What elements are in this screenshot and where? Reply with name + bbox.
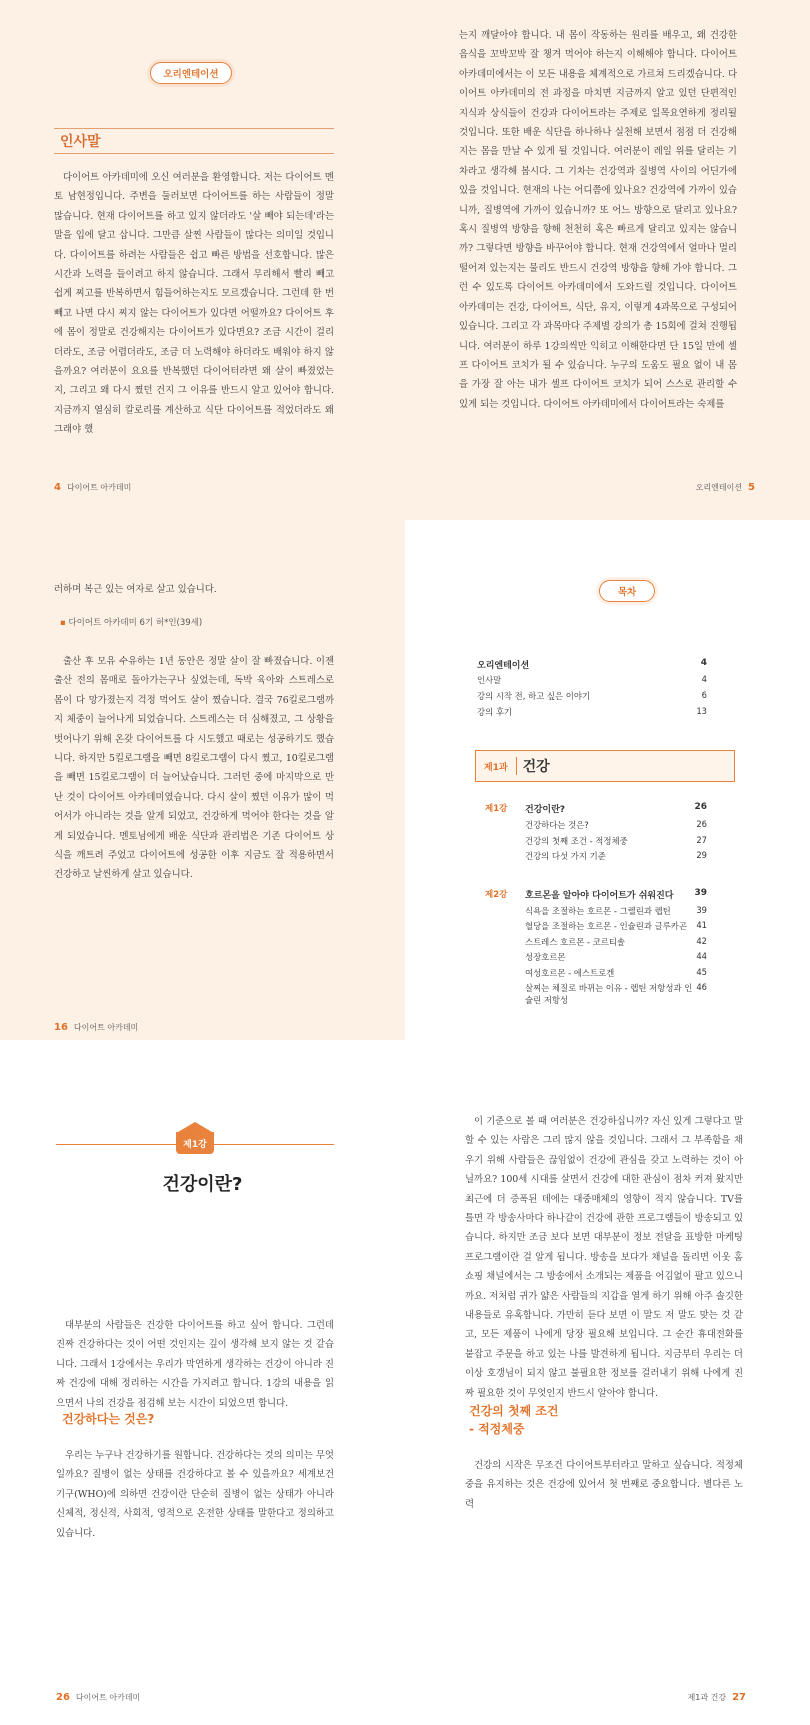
testimonial-byline: ▪ 다이어트 아카데미 6기 허*인(39세) bbox=[60, 618, 203, 628]
toc-row-label: 오리엔테이션 bbox=[477, 661, 530, 671]
toc-chapter-title-label: 건강이란? bbox=[525, 805, 565, 815]
folio: 제1과 건강 27 bbox=[687, 1692, 746, 1703]
section-pill: 오리엔테이션 bbox=[150, 62, 232, 84]
toc-item-label: 여성호르몬 - 에스트로겐 bbox=[525, 967, 615, 978]
chapter-title: 건강이란? bbox=[162, 1174, 243, 1195]
toc-row-page: 6 bbox=[701, 690, 707, 700]
toc-item[interactable] bbox=[525, 951, 707, 963]
chapter-badge-label: 제1강 bbox=[183, 1139, 207, 1150]
body-text: 출산 후 모유 수유하는 1년 동안은 정말 살이 잘 빠졌습니다. 이젠 출산 전의 몸매로 돌아가는구나 싶었는데, 독박 육아와 스트레스로 몸이 다 망가졌는지 걱정 먹어도 살이 쪘습니다. 결국 76킬로그램까지 체중이 늘어나게 되었습니다. 스트레스는 더 심해졌고, 그 상황을 벗어나기 위해 온갖 다이어트를 다 시도했고 때로는 성공하기도 했습니다. 하지만 5킬로그램을 빼면 8킬로그램이 다시 쪘고, 10킬로그램을 빼면 15킬로그램이 더 늘어났습니다. 그러던 중에 마지막으로 만난 것이 다이어트 아카데미였습니다. 다시 살이 쪘던 이유가 많이 먹어서가 아니라는 것을 알게 되었고, 건강하게 먹어야 한다는 것을 알게 되었습니다. 멘토님에게 배운 식단과 관리법은 기존 다이어트 상식을 깨트려 주었고 다이어트에 성공한 이후 지금도 잘 적용하면서 건강하고 날씬하게 살고 있습니다. bbox=[54, 656, 334, 881]
toc-item-label: 식욕을 조절하는 호르몬 - 그렐린과 렙틴 bbox=[525, 905, 671, 916]
toc-item-label: 스트레스 호르몬 - 코르티솔 bbox=[525, 936, 626, 947]
body-text-2: 건강의 시작은 무조건 다이어트부터라고 말하고 싶습니다. 적정체중을 유지하는 것은 건강에 있어서 첫 번째로 중요합니다. 별다른 노력 bbox=[465, 1460, 743, 1510]
page-26 bbox=[0, 1040, 405, 1725]
toc-row-page: 4 bbox=[701, 674, 707, 684]
toc-chapter-title-label: 호르몬을 알아야 다이어트가 쉬워진다 bbox=[525, 890, 674, 901]
toc-item[interactable] bbox=[525, 967, 707, 979]
toc-item-page: 29 bbox=[696, 850, 707, 860]
toc-item-label: 건강하다는 것은? bbox=[525, 820, 589, 830]
subheading-line-1: 건강의 첫째 조건 bbox=[469, 1404, 559, 1418]
toc-chapter-page: 39 bbox=[694, 887, 707, 898]
toc-row-label: 인사말 bbox=[477, 675, 502, 685]
toc-chapter-tag: 제2강 bbox=[485, 889, 508, 900]
toc-row[interactable] bbox=[477, 706, 707, 718]
chapter-badge bbox=[174, 1122, 216, 1162]
toc-item[interactable] bbox=[525, 850, 707, 862]
toc-item[interactable] bbox=[525, 920, 707, 932]
page-5 bbox=[405, 0, 810, 520]
section-title: 인사말 bbox=[54, 128, 334, 154]
toc-item-label: 성장호르몬 bbox=[525, 952, 566, 962]
toc-row-label: 강의 후기 bbox=[477, 707, 513, 717]
body-text: 다이어트 아카데미에 오신 여러분을 환영합니다. 저는 다이어트 멘토 남현정입니다. 주변을 둘러보면 다이어트를 하는 사람들이 정말 많습니다. 현재 다이어트를 하고 있지 않더라도 '살 빼야 되는데'라는 말을 입에 달고 삽니다. 그만큼 살찐 사람들이 많다는 의미일 것입니다. 다이어트를 하려는 사람들은 쉽고 빠른 방법을 선호합니다. 많은 시간과 노력을 들이려고 하지 않습니다. 그래서 무리해서 빨리 빼고 쉽게 찌고를 반복하면서 힘들어하는지도 모르겠습니다. 그런데 한 번 빼고 나면 다시 찌지 않는 다이어트가 있다면 어떨까요? 다이어트 후에 몸이 정말로 건강해지는 다이어트가 있다면요? 조금 시간이 걸리더라도, 조금 어렵더라도, 조금 더 노력해야 하더라도 배워야 하지 않을까요? 여러분이 요요를 반복했던 다이어터라면 왜 살이 빠졌었는지, 그리고 왜 다시 쪘던 건지 그 이유를 반드시 알고 있어야 합니다. 지금까지 열심히 칼로리를 계산하고 식단 다이어트를 적었더라도 왜 그래야 했 bbox=[54, 172, 334, 436]
graduation-cap-icon bbox=[178, 1122, 212, 1132]
toc-row[interactable] bbox=[477, 658, 707, 671]
folio: 4 다이어트 아카데미 bbox=[54, 482, 132, 493]
page-27 bbox=[405, 1040, 810, 1725]
part-header bbox=[475, 750, 735, 782]
star-icon: ▪ bbox=[60, 618, 66, 628]
toc-item-label: 건강의 다섯 가지 기준 bbox=[525, 851, 606, 861]
toc-item-page: 45 bbox=[696, 966, 707, 977]
toc-item-page: 26 bbox=[696, 819, 707, 829]
folio: 26 다이어트 아카데미 bbox=[56, 1692, 141, 1703]
toc-row-page: 4 bbox=[700, 658, 707, 668]
toc-chapter-page: 26 bbox=[694, 802, 707, 812]
toc-pill: 목차 bbox=[599, 580, 655, 602]
toc-row-page: 13 bbox=[696, 706, 707, 716]
toc-item-page: 27 bbox=[696, 834, 707, 845]
toc-item-page: 44 bbox=[696, 951, 707, 961]
toc-item-page: 39 bbox=[696, 904, 707, 915]
toc-chapter-title[interactable] bbox=[525, 802, 707, 815]
toc-row-label: 강의 시작 전, 하고 싶은 이야기 bbox=[477, 691, 591, 701]
toc-item[interactable] bbox=[525, 835, 707, 847]
intro-text: 대부분의 사람들은 건강한 다이어트를 하고 싶어 합니다. 그런데 진짜 건강하다는 것이 어떤 것인지는 깊이 생각해 보지 않는 것 같습니다. 그래서 1강에서는 우리가 막연하게 생각하는 건강이 아니라 진짜 건강에 대해 정리하는 시간을 가지려고 합니다. 1강의 내용을 읽으면서 나의 건강을 점검해 보는 시간이 되었으면 합니다. bbox=[56, 1320, 334, 1409]
subheading: 건강하다는 것은? bbox=[62, 1412, 155, 1426]
toc-item[interactable] bbox=[525, 936, 707, 948]
body-text: 우리는 누구나 건강하기를 원합니다. 건강하다는 것의 의미는 무엇일까요? 질병이 없는 상태를 건강하다고 볼 수 있을까요? 세계보건기구(WHO)에 의하면 건강이란 단순히 질병이 없는 상태가 아니라 신체적, 정신적, 사회적, 영적으로 온전한 상태를 말한다고 정의하고 있습니다. bbox=[56, 1450, 334, 1539]
toc-item-label: 살찌는 체질로 바뀌는 이유 - 렙틴 저항성과 인슐린 저항성 bbox=[525, 983, 693, 1005]
toc-item[interactable] bbox=[525, 819, 707, 831]
page-16 bbox=[0, 520, 405, 1040]
folio: 16 다이어트 아카데미 bbox=[54, 1022, 139, 1033]
toc-item-label: 혈당을 조절하는 호르몬 - 인슐린과 글루카곤 bbox=[525, 921, 687, 931]
toc-page bbox=[405, 520, 810, 1040]
toc-item-label: 건강의 첫째 조건 - 적정체중 bbox=[525, 835, 628, 846]
toc-row[interactable] bbox=[477, 690, 707, 702]
toc-item[interactable] bbox=[525, 905, 707, 917]
toc-chapter-tag: 제1강 bbox=[485, 804, 508, 814]
toc-item[interactable] bbox=[525, 982, 707, 1006]
toc-item-page: 41 bbox=[696, 920, 707, 930]
body-text: 는지 깨달아야 합니다. 내 몸이 작동하는 원리를 배우고, 왜 건강한 음식을 꼬박꼬박 잘 챙겨 먹어야 하는지 이해해야 합니다. 다이어트 아카데미에서는 이 모든 내용을 체계적으로 가르쳐 드리겠습니다. 다이어트 아카데미의 전 과정을 마치면 지금까지 알고 있던 단편적인 지식과 상식들이 건강과 다이어트라는 주제로 일목요연하게 정리될 것입니다. 또한 배운 식단을 하나하나 실천해 보면서 점점 더 건강해지는 몸을 만날 수 있게 될 것입니다. 여러분이 레일 위를 달리는 기차라고 생각해 봅시다. 그 기차는 건강역과 질병역 사이의 어딘가에 있을 것입니다. 현재의 나는 어디쯤에 있나요? 건강역에 가까이 있습니까, 질병역에 가까이 있습니까? 또 어느 방향으로 달리고 있나요? 혹시 질병역 방향을 향해 천천히 혹은 빠르게 달리고 있지는 않습니까? 그렇다면 방향을 바꾸어야 합니다. 현재 건강역에서 얼마나 멀리 떨어져 있는지는 물리도 반드시 건강역 방향을 향해 가야 합니다. 그런 수 있도록 다이어트 아카데미에서 도와드릴 것입니다. 다이어트 아카데미는 건강, 다이어트, 식단, 유지, 이렇게 4과목으로 구성되어 있습니다. 그리고 각 과목마다 주제별 강의가 총 15회에 걸쳐 진행됩니다. 여러분이 하루 1강의씩만 익히고 이해한다면 단 15일 만에 셀프 다이어트 코치가 될 수 있습니다. 누구의 도움도 필요 없이 내 몸을 가장 잘 아는 내가 셀프 다이어트 코치가 되어 스스로 관리할 수 있게 되는 것입니다. 다이어트 아카데미에서 다이어트라는 숙제를 bbox=[459, 30, 737, 410]
toc-item-page: 46 bbox=[696, 982, 707, 992]
body-text: 이 기준으로 볼 때 여러분은 건강하십니까? 자신 있게 그렇다고 말할 수 있는 사람은 그리 많지 않을 것입니다. 그래서 그 부족함을 채우기 위해 사람들은 끊임없이 건강에 관심을 갖고 노력하는 것이 아닐까요? 100세 시대를 살면서 건강에 대한 관심이 점차 커져 왔지만 최근에 더 증폭된 데에는 대중매체의 영향이 적지 않습니다. TV를 틀면 각 방송사마다 하나같이 건강에 관한 프로그램들이 방송되고 있습니다. 하지만 조금 보다 보면 대부분이 정보 전달을 표방한 마케팅 프로그램이란 걸 알게 됩니다. 방송을 보다가 채널을 돌리면 이웃 홈쇼핑 채널에서는 그 방송에서 소개되는 제품을 어김없이 팔고 있으니까요. 저처럼 귀가 얇은 사람들의 지갑을 열게 하기 위해 아주 솔깃한 내용들로 유혹합니다. 가만히 듣다 보면 이 말도 저 말도 맞는 것 같고, 모든 제품이 나에게 당장 필요해 보입니다. 그 순간 휴대전화를 붙잡고 주문을 하고 있는 나를 발견하게 됩니다. 지금부터 우리는 더 이상 호갱님이 되지 않고 불필요한 정보를 걸러내기 위해 나에게 진짜 필요한 것이 무엇인지 반드시 알아야 합니다. bbox=[465, 1116, 743, 1399]
toc-row[interactable] bbox=[477, 674, 707, 686]
part-tag: 제1과 bbox=[476, 757, 517, 775]
toc-chapter-title[interactable] bbox=[525, 888, 707, 901]
intro-text: 러하며 복근 있는 여자로 살고 있습니다. bbox=[54, 584, 217, 595]
part-title: 건강 bbox=[522, 759, 550, 775]
toc-item-page: 42 bbox=[696, 935, 707, 946]
page-4 bbox=[0, 0, 405, 520]
subheading-line-2: - 적정체중 bbox=[469, 1422, 525, 1436]
folio: 오리엔테이션 5 bbox=[695, 482, 755, 493]
